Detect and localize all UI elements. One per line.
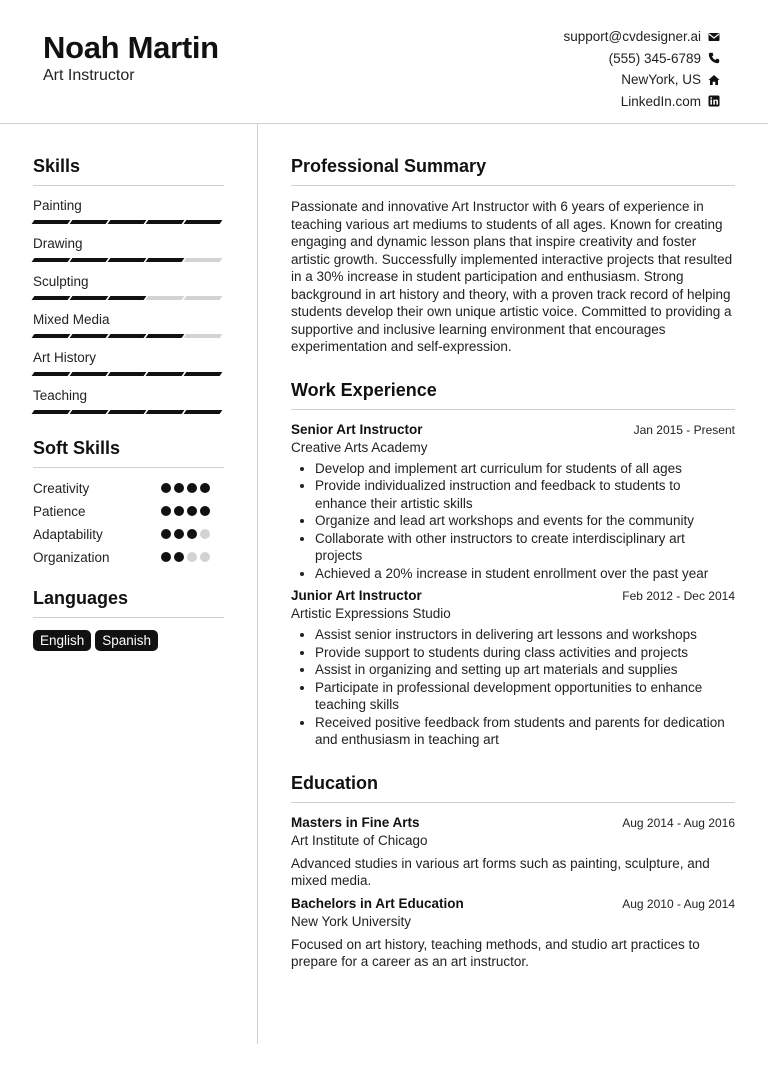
soft-skill-level-dot: [161, 552, 171, 562]
soft-skill-level-dot: [187, 552, 197, 562]
skill-name: Sculpting: [33, 274, 89, 289]
skill-level-segment: [146, 258, 185, 262]
job-company: Artistic Expressions Studio: [291, 606, 451, 621]
education-school: Art Institute of Chicago: [291, 832, 428, 848]
job-bullets: [291, 460, 735, 583]
education-school: New York University: [291, 913, 412, 929]
job-title: Junior Art Instructor: [291, 588, 422, 603]
job-bullet: • Assist senior instructors in delivering art lessons and workshops: [315, 626, 735, 644]
soft-skill-item: [33, 526, 224, 543]
resume-header: [0, 0, 768, 124]
job-entry: [291, 422, 735, 583]
soft-skill-level-dot: [200, 552, 210, 562]
skill-level-segment: [146, 220, 185, 224]
skill-level-segment: [146, 334, 185, 338]
education-entry: [291, 815, 735, 890]
languages-section: [33, 588, 224, 651]
languages-heading: Languages: [33, 588, 224, 618]
skill-item: [33, 236, 224, 266]
contact-list: [563, 26, 720, 112]
soft-skill-level-dots: [158, 483, 210, 493]
soft-skill-level-dot: [187, 483, 197, 493]
skill-name: Art History: [33, 350, 97, 365]
skill-level-segment: [70, 372, 109, 376]
soft-skills-list: [33, 480, 224, 566]
contact-email-text: support@cvdesigner.ai: [563, 29, 701, 45]
job-date: Feb 2012 - Dec 2014: [622, 589, 735, 603]
skill-level-segment: [70, 334, 109, 338]
experience-heading: Work Experience: [291, 380, 735, 410]
soft-skill-name: Adaptability: [33, 527, 103, 542]
soft-skill-name: Creativity: [33, 481, 90, 496]
job-company: Creative Arts Academy: [291, 439, 428, 455]
skill-name: Drawing: [33, 236, 83, 251]
language-badge: English: [33, 630, 91, 651]
skill-item: [33, 198, 224, 228]
skill-item: [33, 350, 224, 380]
soft-skill-item: [33, 480, 224, 497]
soft-skill-level-dot: [200, 529, 210, 539]
job-bullet: • Organize and lead art workshops and events for the community: [315, 512, 735, 530]
experience-section: [291, 380, 735, 749]
skills-list: [33, 198, 224, 418]
job-list: [291, 422, 735, 749]
soft-skill-level-dot: [161, 529, 171, 539]
skill-level-segment: [32, 258, 71, 262]
job-header: [291, 422, 735, 437]
skills-heading: Skills: [33, 156, 224, 186]
job-bullet: • Achieved a 20% increase in student enrollment over the past year: [315, 565, 735, 583]
job-entry: [291, 588, 735, 749]
job-header: [291, 588, 735, 603]
contact-location-text: NewYork, US: [621, 72, 701, 88]
job-bullet: • Collaborate with other instructors to create interdisciplinary art projects: [315, 530, 735, 565]
candidate-title: Art Instructor: [43, 67, 135, 84]
contact-phone-text: (555) 345-6789: [608, 50, 701, 66]
skill-level-segment: [108, 372, 147, 376]
skill-level-bars: [33, 334, 224, 342]
language-badge: Spanish: [95, 630, 158, 651]
education-degree: Bachelors in Art Education: [291, 895, 464, 911]
job-title: Senior Art Instructor: [291, 421, 423, 437]
skill-level-segment: [146, 410, 185, 414]
skill-level-segment: [70, 258, 109, 262]
soft-skill-level-dot: [200, 506, 210, 516]
skill-level-segment: [146, 372, 185, 376]
skill-level-bars: [33, 258, 224, 266]
skill-level-bars: [33, 296, 224, 304]
skill-level-segment: [32, 220, 71, 224]
contact-location: [563, 69, 720, 91]
soft-skill-level-dot: [187, 529, 197, 539]
education-date: Aug 2010 - Aug 2014: [622, 896, 735, 911]
education-date: Aug 2014 - Aug 2016: [622, 815, 735, 830]
skill-level-segment: [32, 296, 71, 300]
skill-level-segment: [146, 296, 185, 300]
skill-name: Teaching: [33, 388, 88, 403]
skill-level-segment: [32, 372, 71, 376]
education-heading: Education: [291, 773, 735, 803]
home-icon: [708, 74, 720, 86]
skill-level-segment: [32, 334, 71, 338]
job-bullet: • Provide support to students during class activities and projects: [315, 644, 735, 662]
soft-skill-name: Organization: [33, 550, 110, 565]
summary-heading: Professional Summary: [291, 156, 735, 186]
contact-email[interactable]: [563, 26, 720, 48]
job-bullet: • Assist in organizing and setting up art materials and supplies: [315, 661, 735, 679]
skill-name: Painting: [33, 198, 82, 213]
education-degree: Masters in Fine Arts: [291, 814, 420, 830]
job-bullet: • Received positive feedback from students and parents for dedication and enthusiasm in teaching art: [315, 714, 735, 749]
skill-level-segment: [108, 296, 147, 300]
skill-level-segment: [108, 334, 147, 338]
language-badges: [33, 630, 224, 651]
skills-section: [33, 156, 224, 418]
soft-skill-level-dot: [174, 529, 184, 539]
education-header: [291, 815, 735, 830]
soft-skill-level-dot: [161, 483, 171, 493]
soft-skill-item: [33, 503, 224, 520]
skill-level-bars: [33, 220, 224, 228]
column-divider: [257, 124, 258, 1044]
candidate-name: Noah Martin: [43, 30, 219, 65]
soft-skill-name: Patience: [33, 504, 86, 519]
soft-skill-level-dots: [158, 529, 210, 539]
contact-linkedin-text: LinkedIn.com: [620, 93, 701, 109]
soft-skill-level-dots: [158, 506, 210, 516]
skill-level-segment: [108, 258, 147, 262]
skill-level-segment: [184, 258, 223, 262]
soft-skill-level-dot: [174, 506, 184, 516]
left-column: [33, 156, 224, 651]
envelope-icon: [708, 31, 720, 43]
summary-text: Passionate and innovative Art Instructor with 6 years of experience in teaching various art mediums to students of all ages. Known for creating engaging and dynamic lesson plans that inspire creativity and foster artistic growth. Successfully implemented interactive projects that resulted in a 30% increase in student participation and enthusiasm. Strong background in art history and theory, with a proven track record of helping students develop their own unique artistic voice. Committed to providing a supportive and inclusive learning environment that encourages experimentation and self-expression.: [291, 199, 733, 354]
soft-skill-item: [33, 549, 224, 566]
soft-skill-level-dots: [158, 552, 210, 562]
skill-level-segment: [70, 220, 109, 224]
skill-item: [33, 312, 224, 342]
skill-level-segment: [70, 410, 109, 414]
soft-skill-level-dot: [174, 483, 184, 493]
skill-level-segment: [70, 296, 109, 300]
skill-level-bars: [33, 372, 224, 380]
contact-linkedin[interactable]: [563, 91, 720, 113]
skill-level-segment: [184, 410, 223, 414]
summary-section: [291, 156, 735, 356]
skill-level-segment: [184, 220, 223, 224]
skill-level-segment: [184, 372, 223, 376]
right-column: [291, 156, 735, 977]
skill-level-segment: [32, 410, 71, 414]
soft-skills-heading: Soft Skills: [33, 438, 224, 468]
soft-skill-level-dot: [174, 552, 184, 562]
education-entry: [291, 896, 735, 971]
job-date: Jan 2015 - Present: [633, 422, 735, 437]
skill-level-segment: [184, 296, 223, 300]
soft-skill-level-dot: [161, 506, 171, 516]
contact-phone[interactable]: [563, 48, 720, 70]
skill-name: Mixed Media: [33, 312, 110, 327]
skill-item: [33, 388, 224, 418]
job-bullet: • Participate in professional development opportunities to enhance teaching skills: [315, 679, 735, 714]
skill-level-bars: [33, 410, 224, 418]
education-header: [291, 896, 735, 911]
education-description: Advanced studies in various art forms such as painting, sculpture, and mixed media.: [291, 855, 710, 888]
skill-item: [33, 274, 224, 304]
education-list: [291, 815, 735, 971]
job-bullet: • Provide individualized instruction and feedback to students to enhance their artistic skills: [315, 477, 735, 512]
skill-level-segment: [108, 220, 147, 224]
phone-icon: [708, 52, 720, 64]
linkedin-icon: [708, 95, 720, 107]
soft-skills-section: [33, 438, 224, 566]
skill-level-segment: [108, 410, 147, 414]
job-bullets: [291, 626, 735, 749]
education-description: Focused on art history, teaching methods, and studio art practices to prepare for a career as an art instructor.: [291, 936, 700, 969]
skill-level-segment: [184, 334, 223, 338]
soft-skill-level-dot: [187, 506, 197, 516]
job-bullet: • Develop and implement art curriculum for students of all ages: [315, 460, 735, 478]
soft-skill-level-dot: [200, 483, 210, 493]
education-section: [291, 773, 735, 971]
